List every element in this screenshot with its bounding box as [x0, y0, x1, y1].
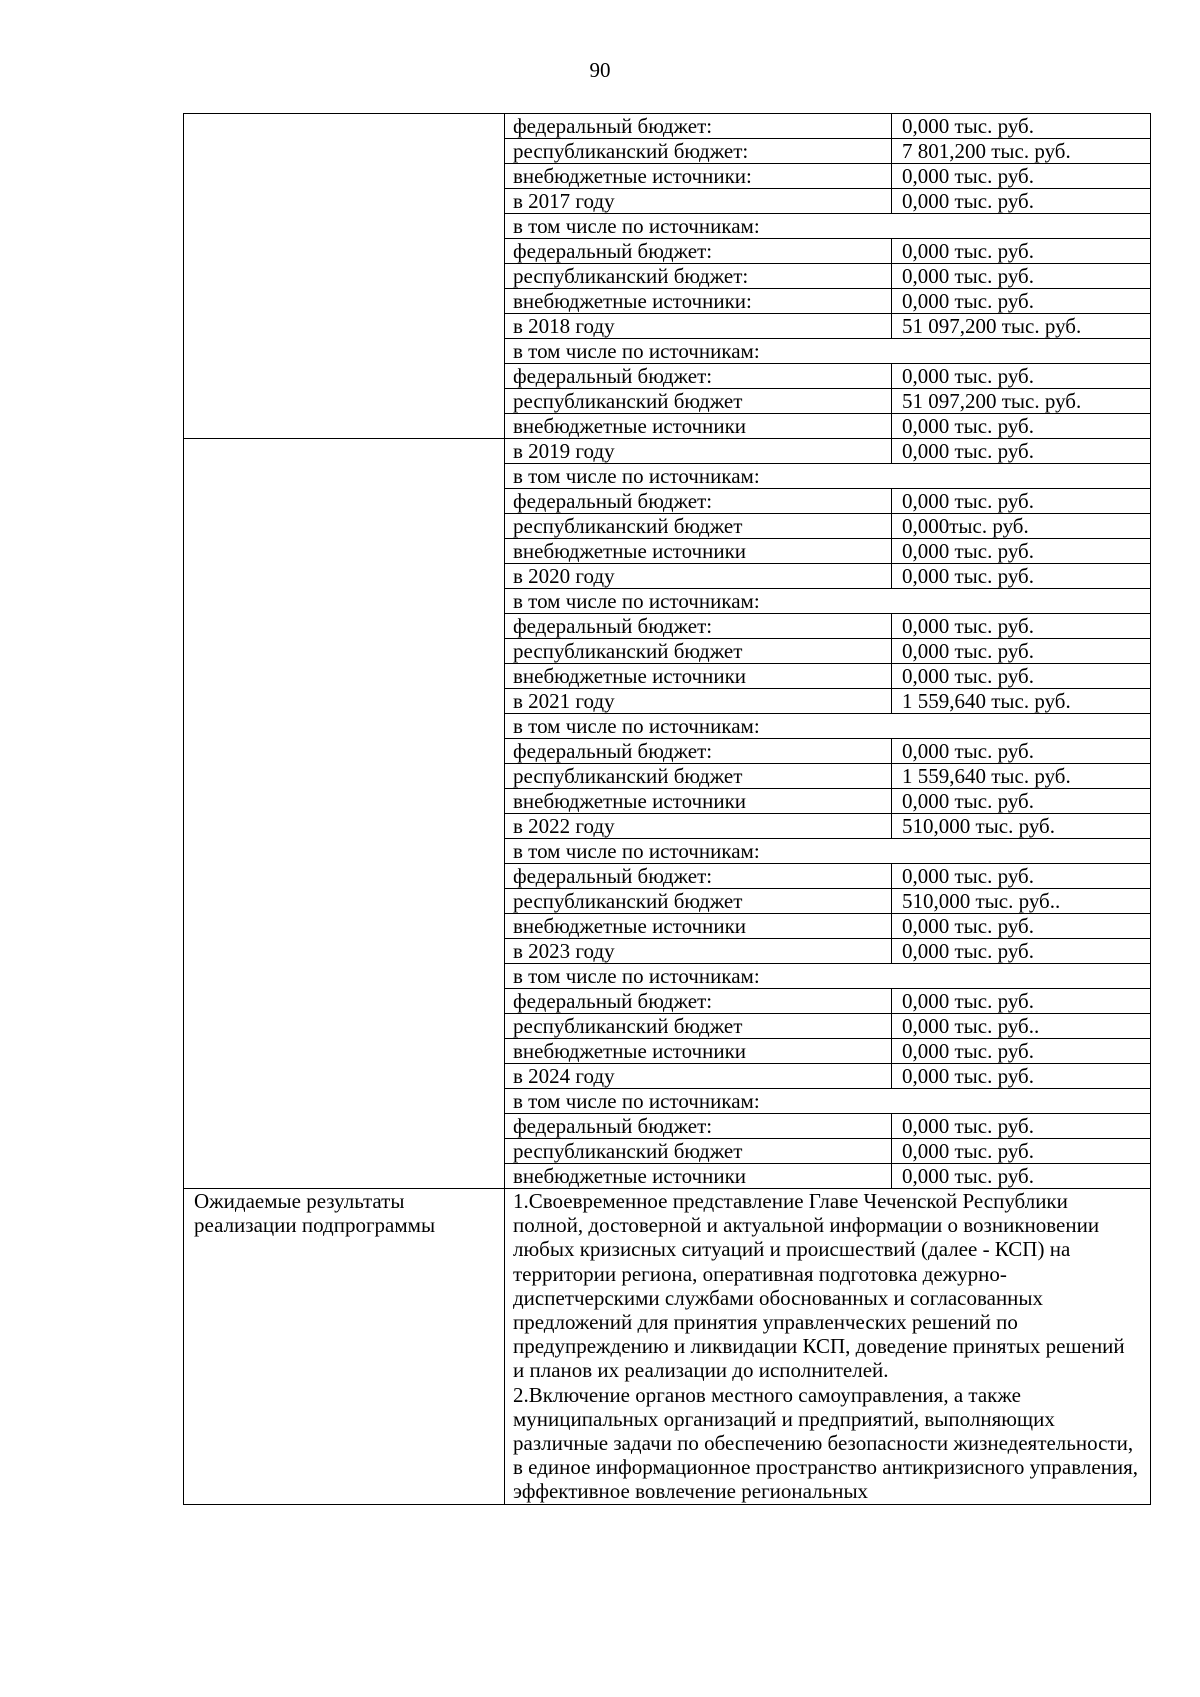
funding-label: республиканский бюджет: [505, 1139, 892, 1164]
funding-label: республиканский бюджет: [505, 889, 892, 914]
funding-value: 1 559,640 тыс. руб.: [892, 764, 1151, 789]
funding-label: в 2017 году: [505, 189, 892, 214]
funding-value: 0,000 тыс. руб.: [892, 639, 1151, 664]
left-empty-cell: [184, 114, 505, 439]
funding-row: [184, 114, 1151, 139]
funding-value: 510,000 тыс. руб..: [892, 889, 1151, 914]
funding-value: 0,000 тыс. руб.: [892, 414, 1151, 439]
funding-label: федеральный бюджет:: [505, 1114, 892, 1139]
funding-value: 0,000 тыс. руб.: [892, 914, 1151, 939]
results-label: Ожидаемые результаты реализации подпрограммы: [184, 1189, 505, 1505]
funding-value: 0,000 тыс. руб.: [892, 1039, 1151, 1064]
funding-value: 0,000 тыс. руб.: [892, 939, 1151, 964]
page-number: 90: [589, 58, 611, 82]
funding-label: республиканский бюджет:: [505, 139, 892, 164]
funding-label: республиканский бюджет: [505, 639, 892, 664]
funding-value: 0,000 тыс. руб.: [892, 1064, 1151, 1089]
funding-value: 0,000 тыс. руб.: [892, 864, 1151, 889]
funding-value: 51 097,200 тыс. руб.: [892, 389, 1151, 414]
funding-value: 0,000тыс. руб.: [892, 514, 1151, 539]
funding-label: республиканский бюджет: [505, 389, 892, 414]
funding-value: 0,000 тыс. руб.: [892, 1164, 1151, 1189]
source-subheading: в том числе по источникам:: [505, 964, 1151, 989]
funding-label: внебюджетные источники: [505, 414, 892, 439]
funding-value: 0,000 тыс. руб.: [892, 489, 1151, 514]
source-subheading: в том числе по источникам:: [505, 214, 1151, 239]
funding-value: 0,000 тыс. руб.: [892, 239, 1151, 264]
funding-value: 0,000 тыс. руб.: [892, 1139, 1151, 1164]
funding-label: в 2021 году: [505, 689, 892, 714]
funding-value: 0,000 тыс. руб.: [892, 1114, 1151, 1139]
funding-label: федеральный бюджет:: [505, 614, 892, 639]
funding-label: республиканский бюджет: [505, 514, 892, 539]
funding-value: 0,000 тыс. руб..: [892, 1014, 1151, 1039]
funding-value: 0,000 тыс. руб.: [892, 739, 1151, 764]
source-subheading: в том числе по источникам:: [505, 714, 1151, 739]
funding-value: 7 801,200 тыс. руб.: [892, 139, 1151, 164]
funding-label: внебюджетные источники: [505, 539, 892, 564]
results-row: [184, 1189, 1151, 1505]
funding-label: федеральный бюджет:: [505, 364, 892, 389]
funding-value: 0,000 тыс. руб.: [892, 564, 1151, 589]
funding-value: 0,000 тыс. руб.: [892, 789, 1151, 814]
funding-value: 0,000 тыс. руб.: [892, 664, 1151, 689]
results-text: [505, 1189, 1151, 1505]
funding-label: федеральный бюджет:: [505, 114, 892, 139]
funding-label: в 2022 году: [505, 814, 892, 839]
funding-label: федеральный бюджет:: [505, 739, 892, 764]
funding-value: 0,000 тыс. руб.: [892, 989, 1151, 1014]
source-subheading: в том числе по источникам:: [505, 589, 1151, 614]
left-empty-cell: [184, 439, 505, 1189]
funding-label: в 2023 году: [505, 939, 892, 964]
funding-label: в 2018 году: [505, 314, 892, 339]
source-subheading: в том числе по источникам:: [505, 339, 1151, 364]
funding-label: внебюджетные источники: [505, 789, 892, 814]
funding-label: внебюджетные источники: [505, 664, 892, 689]
funding-label: республиканский бюджет:: [505, 264, 892, 289]
source-subheading: в том числе по источникам:: [505, 464, 1151, 489]
funding-value: 0,000 тыс. руб.: [892, 289, 1151, 314]
funding-label: федеральный бюджет:: [505, 989, 892, 1014]
funding-label: внебюджетные источники: [505, 1039, 892, 1064]
funding-label: республиканский бюджет: [505, 764, 892, 789]
funding-value: 0,000 тыс. руб.: [892, 439, 1151, 464]
funding-row: [184, 439, 1151, 464]
source-subheading: в том числе по источникам:: [505, 839, 1151, 864]
funding-label: внебюджетные источники: [505, 1164, 892, 1189]
funding-label: федеральный бюджет:: [505, 239, 892, 264]
funding-label: в 2020 году: [505, 564, 892, 589]
funding-label: внебюджетные источники: [505, 914, 892, 939]
funding-label: федеральный бюджет:: [505, 489, 892, 514]
funding-value: 0,000 тыс. руб.: [892, 164, 1151, 189]
funding-table: [183, 113, 1151, 1505]
funding-label: республиканский бюджет: [505, 1014, 892, 1039]
funding-value: 0,000 тыс. руб.: [892, 264, 1151, 289]
funding-value: 510,000 тыс. руб.: [892, 814, 1151, 839]
funding-value: 0,000 тыс. руб.: [892, 114, 1151, 139]
funding-value: 0,000 тыс. руб.: [892, 539, 1151, 564]
funding-label: внебюджетные источники:: [505, 164, 892, 189]
funding-label: в 2024 году: [505, 1064, 892, 1089]
funding-label: внебюджетные источники:: [505, 289, 892, 314]
funding-label: федеральный бюджет:: [505, 864, 892, 889]
funding-table-body: [184, 114, 1151, 1505]
results-paragraph: 1.Своевременное представление Главе Чеченской Республики полной, достоверной и актуальной информации о возникновении любых кризисных ситуаций и происшествий (далее - КСП) на территории региона, оперативная подготовка дежурно-диспетчерскими службами обоснованных и согласованных предложений для принятия управленческих решений по предупреждению и ликвидации КСП, доведение принятых решений и планов их реализации до исполнителей.: [513, 1189, 1125, 1383]
results-paragraph: 2.Включение органов местного самоуправления, а также муниципальных организаций и предприятий, выполняющих различные задачи по обеспечению безопасности жизнедеятельности, в единое информационное пространство антикризисного управления, эффективное вовлечение региональных: [513, 1382, 1139, 1504]
source-subheading: в том числе по источникам:: [505, 1089, 1151, 1114]
funding-value: 0,000 тыс. руб.: [892, 189, 1151, 214]
funding-value: 0,000 тыс. руб.: [892, 614, 1151, 639]
funding-value: 51 097,200 тыс. руб.: [892, 314, 1151, 339]
funding-value: 1 559,640 тыс. руб.: [892, 689, 1151, 714]
funding-value: 0,000 тыс. руб.: [892, 364, 1151, 389]
funding-label: в 2019 году: [505, 439, 892, 464]
